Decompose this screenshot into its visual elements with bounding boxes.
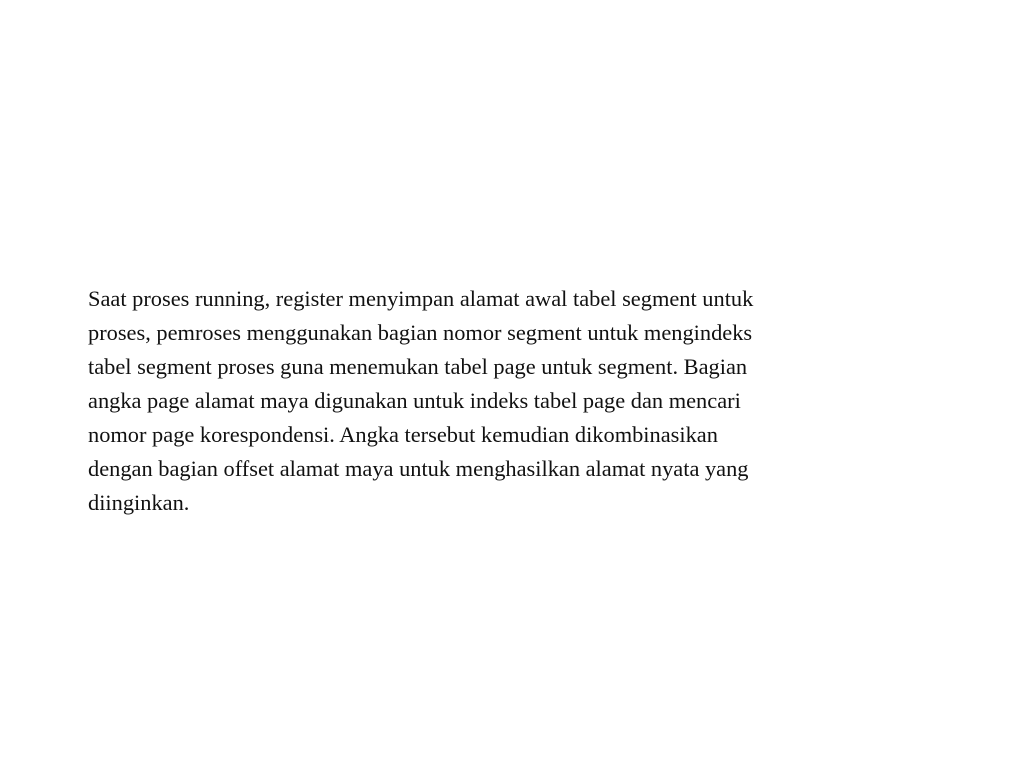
paragraph-line: dengan bagian offset alamat maya untuk menghasilkan alamat nyata yang	[88, 456, 749, 481]
paragraph-line: Saat proses running, register menyimpan alamat awal tabel segment untuk	[88, 286, 754, 311]
paragraph-line: proses, pemroses menggunakan bagian nomor segment untuk mengindeks	[88, 320, 753, 345]
paragraph-line: tabel segment proses guna menemukan tabel page untuk segment. Bagian	[88, 354, 748, 379]
paragraph-line: angka page alamat maya digunakan untuk indeks tabel page dan mencari	[88, 388, 741, 413]
body-paragraph	[88, 282, 948, 520]
paragraph-line: nomor page korespondensi. Angka tersebut kemudian dikombinasikan	[88, 422, 718, 447]
paragraph-line: diinginkan.	[88, 490, 190, 515]
